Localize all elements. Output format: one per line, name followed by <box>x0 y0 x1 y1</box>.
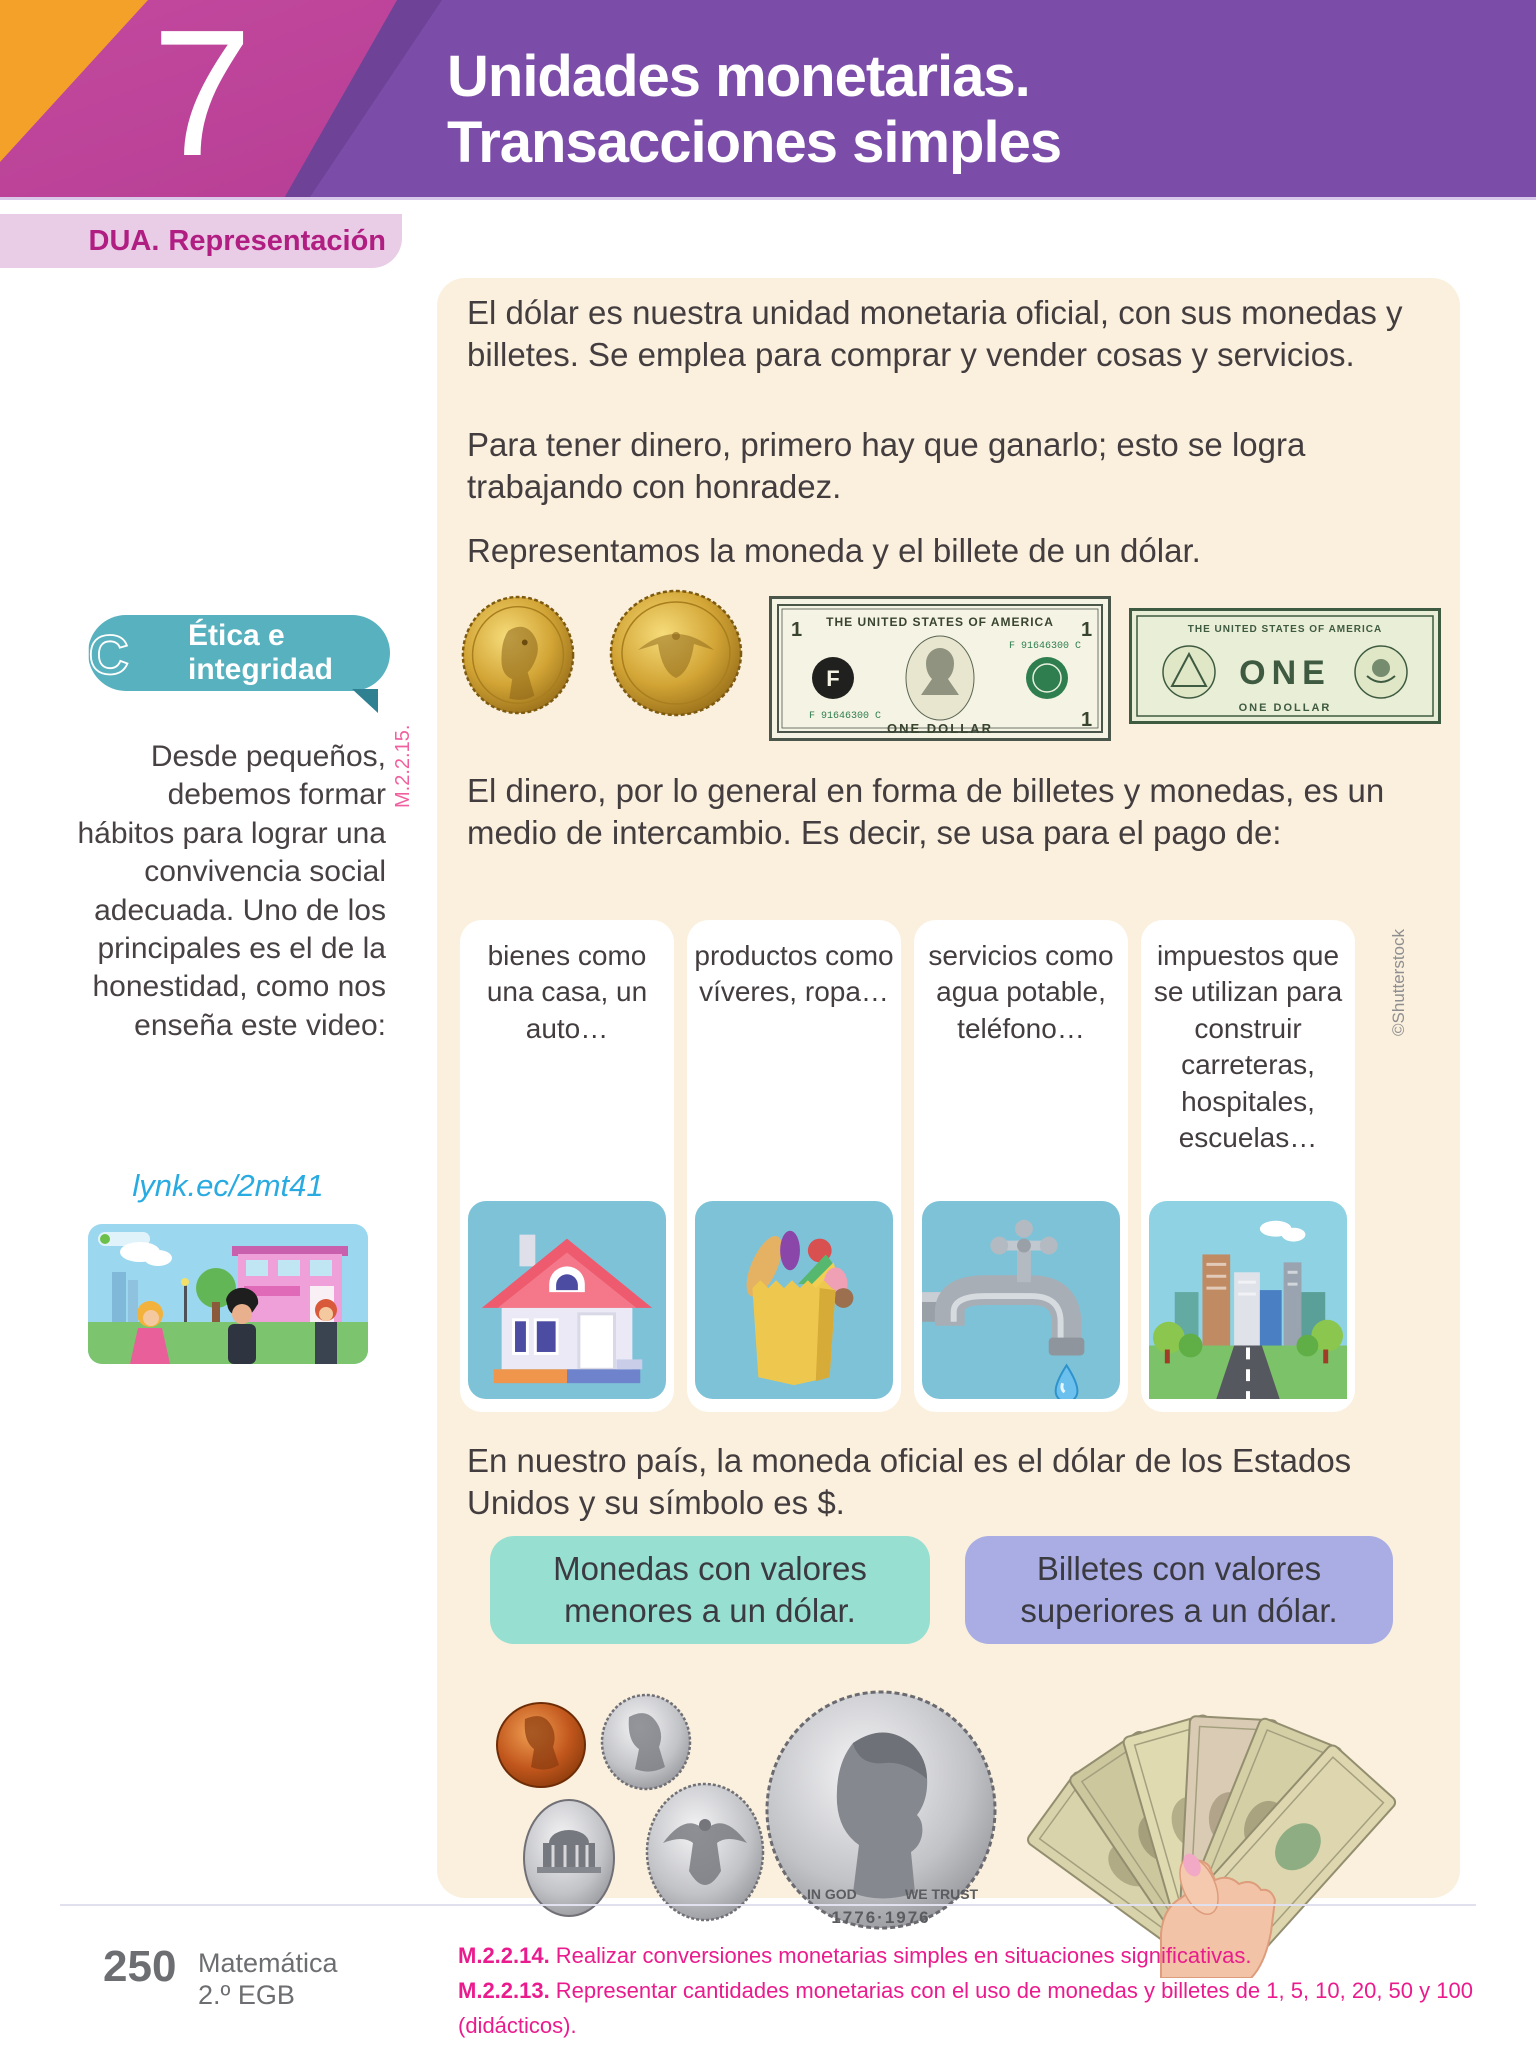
card-taxes <box>1141 920 1355 1412</box>
ic-logo-text: IC <box>76 624 126 686</box>
footer-rule <box>60 1904 1476 1906</box>
house-icon <box>468 1201 666 1399</box>
page-title-line1: Unidades monetarias. <box>447 44 1030 109</box>
page-title-line2: Transacciones simples <box>447 109 1062 175</box>
bill-back-one: ONE <box>1239 654 1331 692</box>
standard-code-vertical: M.2.2.15. <box>392 724 414 808</box>
ethics-paragraph: Desde pequeños, debemos formar hábitos para lograr una convivencia social adecuada. Uno de los principales es el de la honestidad, como nos enseña este video: <box>77 740 386 1042</box>
shutterstock-credit: ©Shutterstock <box>1389 928 1408 1036</box>
book-label <box>198 1948 338 2012</box>
standard-m2213 <box>458 1973 1536 2043</box>
unit-header <box>0 0 1536 200</box>
page-title <box>447 44 1061 175</box>
video-link[interactable]: lynk.ec/2mt41 <box>132 1168 324 1203</box>
dollar-coin-back-image <box>608 588 745 718</box>
book-label-line1: Matemática <box>198 1948 338 1978</box>
header-bottom-edge <box>0 197 1536 200</box>
standard-m2214 <box>458 1938 1536 1973</box>
card-products-text: productos como víveres, ropa… <box>694 940 894 1008</box>
bill-front-serial-bottom: F 91646300 C <box>809 711 882 722</box>
paragraph-earn-money: Para tener dinero, primero hay que ganarlo; esto se logra trabajando con honradez. <box>467 426 1306 505</box>
half-dollar-motto-right: WE TRUST <box>905 1886 979 1902</box>
dua-value: Representación <box>168 224 386 257</box>
hand-with-bills-image <box>993 1668 1459 1978</box>
ic-logo-icon <box>74 624 160 686</box>
city-road-icon <box>1149 1201 1347 1399</box>
dollar-bill-back-image <box>1129 608 1441 724</box>
bill-front-one-tr: 1 <box>1081 619 1093 641</box>
card-services <box>914 920 1128 1412</box>
standard-m2214-text: Realizar conversiones monetarias simples en situaciones significativas. <box>555 1943 1252 1968</box>
bill-back-banner: THE UNITED STATES OF AMERICA <box>1187 624 1383 635</box>
half-dollar-motto-left: IN GOD <box>807 1886 857 1902</box>
dua-label: DUA. <box>88 224 160 257</box>
paragraph-medium-of-exchange: El dinero, por lo general en forma de billetes y monedas, es un medio de intercambio. Es decir, se usa para el pago de: <box>467 772 1385 851</box>
bill-front-label: ONE DOLLAR <box>887 721 993 736</box>
bill-front-serial-top: F 91646300 C <box>1009 641 1082 652</box>
unit-number: 7 <box>152 0 253 194</box>
standard-m2213-code: M.2.2.13. <box>458 1978 550 2004</box>
paragraph-dollar-official: El dólar es nuestra unidad monetaria oficial, con sus monedas y billetes. Se emplea para comprar y vender cosas y servicios. <box>467 294 1403 373</box>
ethics-badge-tail <box>352 689 378 713</box>
dua-band <box>0 214 402 268</box>
card-goods <box>460 920 674 1412</box>
paragraph-official-currency: En nuestro país, la moneda oficial es el dólar de los Estados Unidos y su símbolo es $. <box>467 1442 1352 1521</box>
us-coins-image <box>477 1683 1017 1933</box>
curriculum-standards <box>458 1938 1536 2044</box>
card-products <box>687 920 901 1412</box>
standard-m2214-code: M.2.2.14. <box>458 1943 550 1968</box>
book-label-line2: 2.º EGB <box>198 1979 295 2010</box>
payment-cards-row <box>460 920 1355 1412</box>
bill-front-seal-letter: F <box>826 666 840 691</box>
paragraph-represent: Representamos la moneda y el billete de un dólar. <box>467 532 1201 569</box>
standard-m2213-text: Representar cantidades monetarias con el uso de monedas y billetes de 1, 5, 10, 20, 50 y 100 (didácticos). <box>458 1978 1473 2039</box>
card-taxes-text: impuestos que se utilizan para construir carreteras, hospitales, escuelas… <box>1153 940 1343 1153</box>
bill-back-label: ONE DOLLAR <box>1238 702 1332 714</box>
bill-front-one-br: 1 <box>1081 709 1093 731</box>
water-faucet-icon <box>922 1201 1120 1399</box>
half-dollar-date: 1776·1976 <box>831 1908 931 1927</box>
grocery-bag-icon <box>695 1201 893 1399</box>
card-goods-text: bienes como una casa, un auto… <box>486 940 648 1044</box>
dollar-bill-front-image <box>769 596 1111 741</box>
page-number: 250 <box>103 1942 177 1991</box>
card-services-text: servicios como agua potable, teléfono… <box>928 940 1114 1044</box>
bill-front-banner: THE UNITED STATES OF AMERICA <box>826 615 1054 629</box>
main-content-panel <box>437 278 1460 1927</box>
ethics-badge-title: Ética e integridad <box>188 619 334 686</box>
coins-label-box: Monedas con valores menores a un dólar. <box>490 1536 930 1644</box>
bills-label-box: Billetes con valores superiores a un dólar. <box>965 1536 1393 1644</box>
dollar-coin-front-image <box>460 594 576 716</box>
video-thumbnail[interactable] <box>88 1224 368 1364</box>
bill-front-one-tl: 1 <box>791 619 803 641</box>
